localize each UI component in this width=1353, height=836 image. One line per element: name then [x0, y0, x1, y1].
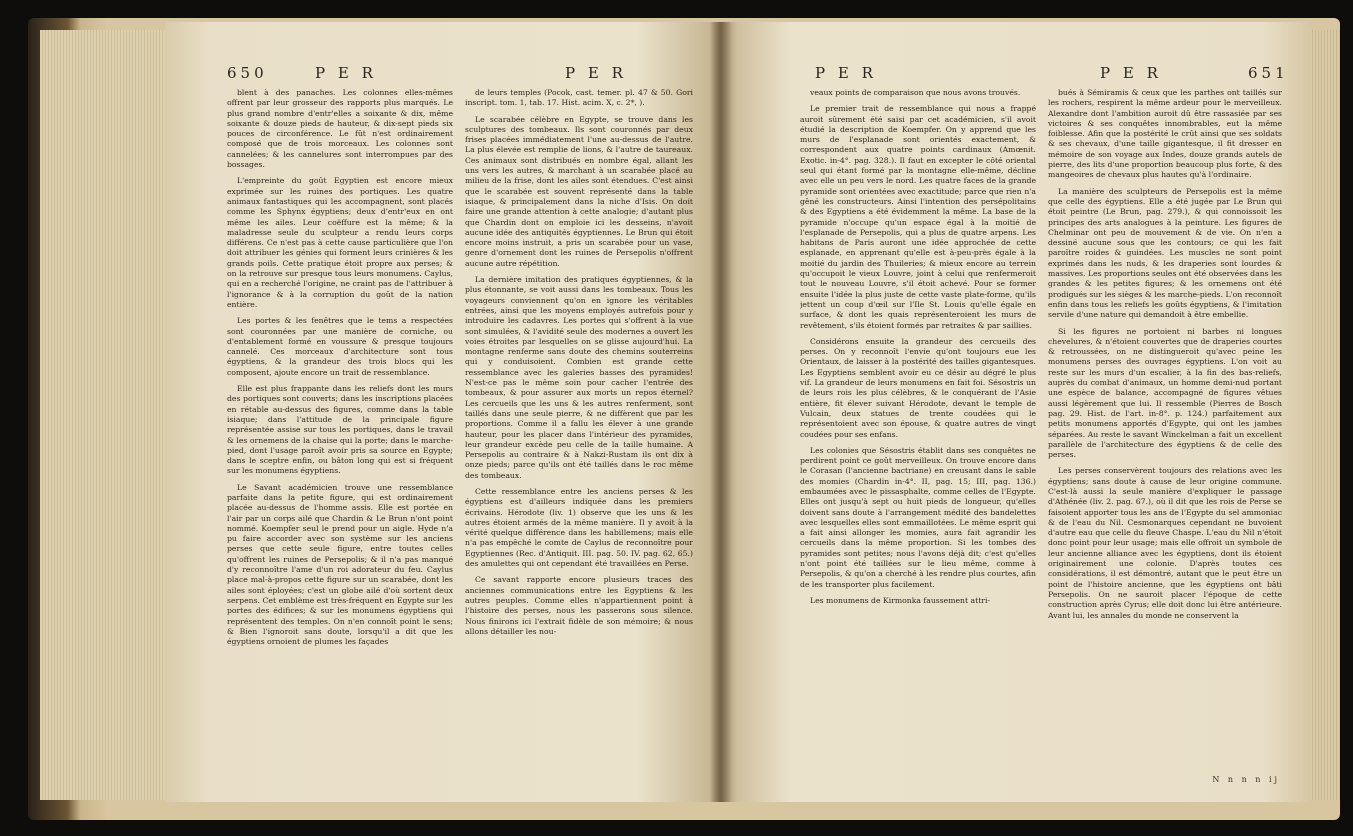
right-running-head	[720, 64, 1310, 84]
paragraph: Les perses conservèrent toujours des relations avec les égyptiens; sans doute à cause de leur origine commune. C'est-là aussi la seule manière d'expliquer le passage d'Athénée (liv. 2. pag. 67.), où il dit que les rois de Perse se faisoient apporter tous les ans de l'Egypte du sel ammoniac & de l'eau du Nil. Cesmonarques cependant ne buvoient d'autre eau que celle du fleuve Chaspe. L'eau du Nil n'étoit donc point pour leur usage; mais elle offroit un symbole de leur ancienne alliance avec les égyptiens, dont ils étoient originairement une colonie. D'après toutes ces considérations, il est démontré, autant que le peut être un point de l'histoire ancienne, que les égyptiens ont bâti Persepolis. On ne sauroit placer l'époque de cette construction après Cyrus; elle doit donc lui être antérieure. Avant lui, les annales du monde ne conservent la	[1048, 466, 1282, 620]
left-column-2	[465, 88, 693, 788]
paragraph: de leurs temples (Pocok, cast. temer. pl. 47 & 50. Gori inscript. tom. 1, tab. 17. Hist. acim. X, c. 2*, ).	[465, 88, 693, 108]
page-edges-right	[1310, 30, 1340, 800]
right-page-number: 651	[1248, 64, 1289, 82]
paragraph: La dernière imitation des pratiques égyptiennes, & la plus étonnante, se voit aussi dans les tombeaux. Tous les voyageurs conviennent qu'on en ignore les véritables entrées, ainsi que les moyens employés autrefois pour y introduire les cadavres. Les portes qui s'offrent à la vue sont simulées, & l'avidité seule des modernes a ouvert les voies étroites par lesquelles on se glisse aujourd'hui. La montagne renferme sans doute des chemins souterreins qui y conduisoient. Combien est grande cette ressemblance avec les galeries basses des pyramides! N'est-ce pas le même soin pour cacher l'entrée des tombeaux, & pour assurer aux morts un repos éternel? Les cercueils que les uns & les autres renferment, sont taillés dans une seule pierre, & ne diffèrent que par les proportions. Comme il a fallu les élever à une grande hauteur, pour les placer dans l'intérieur des pyramides, leur grandeur excède peu celle de la taille humaine. A Persepolis au contraire & à Nakzi-Rustam ils ont dix à onze pieds; parce qu'ils ont été taillés dans le roc même des tombeaux.	[465, 275, 693, 480]
right-page	[720, 22, 1310, 802]
right-head-word-1: P E R	[815, 64, 877, 82]
left-running-head	[165, 64, 720, 84]
paragraph: Le Savant académicien trouve une ressemblance parfaite dans la petite figure, qui est ordinairement placée au-dessus de l'homme assis. Elle est portée en l'air par un corps ailé que Chardin & Le Brun n'ont point nommé. Koempfer seul le prend pour un aigle. Hyde n'a pu faire accorder avec son système sur les anciens perses que cette seule figure, entre toutes celles qu'offrent les ruines de Persepolis; & il n'a pas manqué d'y reconnoître l'ame d'un roi adorateur du feu. Caylus place mal-à-propos cette figure sur un scarabée, dont les ailes sont éployées; c'est un globe ailé d'où sortent deux serpens. Cet emblème est très-fréquent en Egypte sur les portes des édifices; & sur les monumens égyptiens qui représentent des temples. On n'en connoît point le sens; & Bien l'ignoroit sans doute, lorsqu'il a dit que les égyptiens ornoient de plumes les façades	[227, 482, 453, 647]
paragraph: Les monumens de Kirmonka faussement attri-	[810, 595, 991, 605]
left-page	[165, 22, 720, 802]
page-edges-left	[40, 30, 165, 800]
paragraph: L'empreinte du goût Egyptien est encore mieux exprimée sur les ruines des portiques. Les quatre animaux fantastiques qui les accompagnent, sont placés comme les Sphynx égyptiens; deux d'entr'eux en ont même les ailes. Leur coëffure est la même; & la maladresse seule du sculpteur a rendu leurs corps différens. Ce n'est pas à cette cause particulière que l'on doit attribuer les génies qui forment leurs crinières & les grands poils. Cette pratique étoit propre aux perses; & on la retrouve sur presque tous leurs monumens. Caylus, qui en a recherché l'origine, ne craint pas de l'attribuer à l'ignorance & à la corruption du goût de la nation entière.	[227, 176, 453, 309]
left-head-word-2: P E R	[565, 64, 627, 82]
paragraph: Les portes & les fenêtres que le tems a respectées sont couronnées par une manière de corniche, ou d'entablement formé en voussure & presque toujours cannelé. Ces morceaux d'architecture sont tous égyptiens, & la grandeur des trois blocs qui les composent, ajoute encore un trait de ressemblance.	[227, 316, 453, 377]
signature-mark: N n n n ij	[1212, 775, 1280, 784]
paragraph: Le premier trait de ressemblance qui nous a frappé auroit sûrement été saisi par cet académicien, s'il avoit étudié la description de Koempfer. On y apprend que les murs de l'esplanade sont orientés exactement, & correspondent aux quatre points cardinaux (Amœnit. Exotic. in-4°. pag. 328.). Il faut en excepter le côté oriental seul qui étant formé par la montagne elle-même, décline avec elle un peu vers le nord. Les quatre faces de la grande pyramide sont orientées avec exactitude; parce que rien n'a gêné les constructeurs. Ainsi l'intention des persépolitains & des Egyptiens a été évidemment la même. La base de la pyramide n'occupe qu'un espace égal à la moitié de l'esplanade de Persepolis, qui a plus de quatre arpens. Les habitans de Paris auront une idée approchée de cette esplanade, en apprenant qu'elle est à-peu-près égale à la moitié du jardin des Thuileries; & mieux encore au terrein qu'occupoit le vieux Louvre, joint à celui que renfermeroit tout le nouveau Louvre, s'il étoit achevé. Pour se former ensuite l'idée la plus juste de cette vaste plate-forme, qu'ils jettent un coup d'œil sur l'Ile St. Louis qu'elle égale en surface, & dont les quais représenteroient les murs de revêtement, s'ils étoient formés par retraites & par saillies.	[800, 104, 1036, 330]
paragraph: Si les figures ne portoient ni barbes ni longues chevelures, & n'étoient couvertes que de draperies courtes & retroussées, on ne distingueroit qu'avec peine les monumens perses des ouvrages égyptiens. L'on voit au reste sur les murs d'un escalier, à la fin des bas-reliefs, auprès du combat d'animaux, un homme demi-nud portant une espèce de balance, accompagné de figures vêtues aussi légèrement que lui. Il ressemble (Pierres de Bosch pag. 29. Hist. de l'art. in-8°. p. 124.) parfaitement aux petits monumens apportés d'Egypte, qui ont les jambes séparées. Au reste le savant Winckelman a fait un excellent parallèle de l'architecture des égyptiens & de celle des perses.	[1048, 326, 1282, 460]
right-column-2	[1048, 88, 1282, 788]
paragraph: La manière des sculpteurs de Persepolis est la même que celle des égyptiens. Elle a été jugée par Le Brun qui étoit peintre (Le Brun, pag. 279.), & qui connoissoit les principes des arts analogues à la peinture. Les figures de Chelminar ont peu de mouvement & de vie. On n'en a dessiné aucune sous que les contours; ce qui les fait paroître roides & guindées. Les muscles ne sont point exprimés dans les nuds, & les draperies sont lourdes & massives. Les proportions seules ont été observées dans les grandes & les petites figures; & les ornemens ont été prodigués sur les sièges & les marche-pieds. L'on reconnoît enfin dans tous les reliefs les goûts égyptiens, & l'imitation servile d'une nature qui demandoit à être embellie.	[1048, 186, 1282, 320]
left-column-1	[227, 88, 453, 788]
paragraph: Le scarabée célèbre en Egypte, se trouve dans les sculptures des tombeaux. Ils sont couronnés par deux frises placées immédiatement l'une au-dessus de l'autre. La plus élevée est remplie de lions, & l'autre de taureaux. Ces animaux sont distribués en nombre égal, allant les uns vers les autres, & marchant à un scarabée placé au milieu de la frise, dont les ailes sont étendues. C'est ainsi que le scarabée est souvent représenté dans la table isiaque, & principalement dans la niche d'Isis. On doit faire une grande attention à cette analogie; d'autant plus que Chardin dont on emploie ici les desseins, n'avoit aucune idée des antiquités égyptiennes. Le Brun qui étoit encore moins instruit, a pris un scarabée pour un vase, genre d'ornement dont les ruines de Persepolis n'offrent aucune autre répétition.	[465, 114, 693, 268]
paragraph: Cette ressemblance entre les anciens perses & les égyptiens est d'ailleurs indiquée dans les premiers écrivains. Hérodote (liv. 1) observe que les uns & les autres étoient armés de la même manière. Il y avoit à la vérité quelque différence dans les habillemens; mais elle n'a pas empêché le comte de Caylus de reconnoître pour Egyptiennes (Rec. d'Antiquit. III. pag. 50. IV. pag. 62, 65.) des amulettes qui ont cependant été travaillées en Perse.	[465, 486, 693, 569]
paragraph: blent à des panaches. Les colonnes elles-mêmes offrent par leur grosseur des rapports plus marqués. Le plus grand nombre d'entr'elles a soixante & dix, même soixante & douze pieds de hauteur, & dix-sept pieds six pouces de circonférence. Le fût n'est ordinairement composé que de trois morceaux. Les colonnes sont cannelées; & les cannelures sont interrompues par des bossages.	[227, 88, 453, 170]
right-column-1	[800, 88, 1036, 788]
paragraph: Elle est plus frappante dans les reliefs dont les murs des portiques sont couverts; dans les inscriptions placées en rétable au-dessus des figures, comme dans la table isiaque; dans l'attitude de la principale figure représentée assise sur tous les portiques, dans le travail & les ornemens de la chaise qui la porte; dans le marche-pied, dont l'usage paroît avoir pris sa source en Egypte; dans le sceptre enfin, ou bâton long qui est si fréquent sur les monumens égyptiens.	[227, 384, 453, 476]
paragraph: Considérons ensuite la grandeur des cercueils des perses. On y reconnoît l'envie qu'ont toujours eue les Orientaux, de laisser à la postérité des tailles gigantesques. Les Egyptiens semblent avoir eu ce désir au dégré le plus vif. La grandeur de leurs monumens en fait foi. Sésostris un de leurs rois les plus célèbres, & le conquérant de l'Asie entière, fit élever suivant Hérodote, devant le temple de Vulcain, deux statues de trente coudées qui le représentoient avec son épouse, & quatre autres de vingt coudées pour ses enfans.	[800, 336, 1036, 439]
right-head-word-2: P E R	[1100, 64, 1162, 82]
left-page-number: 650	[227, 64, 268, 82]
book-gutter	[710, 22, 732, 802]
paragraph: veaux points de comparaison que nous avons trouvés.	[810, 88, 1021, 97]
paragraph: Les colonies que Sésostris établit dans ses conquêtes ne perdirent point ce goût merveilleux. On trouve encore dans le Corasan (l'ancienne bactriane) en creusant dans le sable des momies (Chardin in-4°. II, pag. 15; III, pag. 136.) embaumées avec le pissasphalte, comme celles de l'Egypte. Elles ont jusqu'à sept ou huit pieds de longueur, qu'elles doivent sans doute à l'arrangement médité des bandelettes avec lesquelles elles sont emmaillotées. Le même esprit qui a fait ainsi allonger les momies, aura fait agrandir les cercueils dans la même proportion. Si les tombes des pyramides sont petites; nous l'avons déjà dit; c'est qu'elles n'ont point été taillées sur le lieu même, comme à Persepolis, & qu'on a cherché à les rendre plus courtes, afin de les transporter plus facilement.	[800, 445, 1036, 589]
left-head-word-1: P E R	[315, 64, 377, 82]
paragraph: Ce savant rapporte encore plusieurs traces des anciennes communications entre les Egyptiens & les autres peuples. Comme elles n'appartiennent point à l'histoire des perses, nous les passerons sous silence. Nous finirons ici l'extrait fidèle de son mémoire; & nous allons détailler les nou-	[465, 575, 693, 636]
paragraph: bués à Sémiramis & ceux que les parthes ont taillés sur les rochers, respirent la même ardeur pour le merveilleux. Alexandre dont l'ambition auroit dû être rassasiée par ses victoires & ses conquêtes innombrables, eut la même foiblesse. Afin que la postérité le crût ainsi que ses soldats & ses chevaux, d'une taille gigantesque, il fit dresser en mémoire de son voyage aux Indes, douze grands autels de pierre, des lits d'une proportion beaucoup plus forte, & des mangeoires de chevaux plus hautes qu'à l'ordinaire.	[1048, 88, 1282, 180]
